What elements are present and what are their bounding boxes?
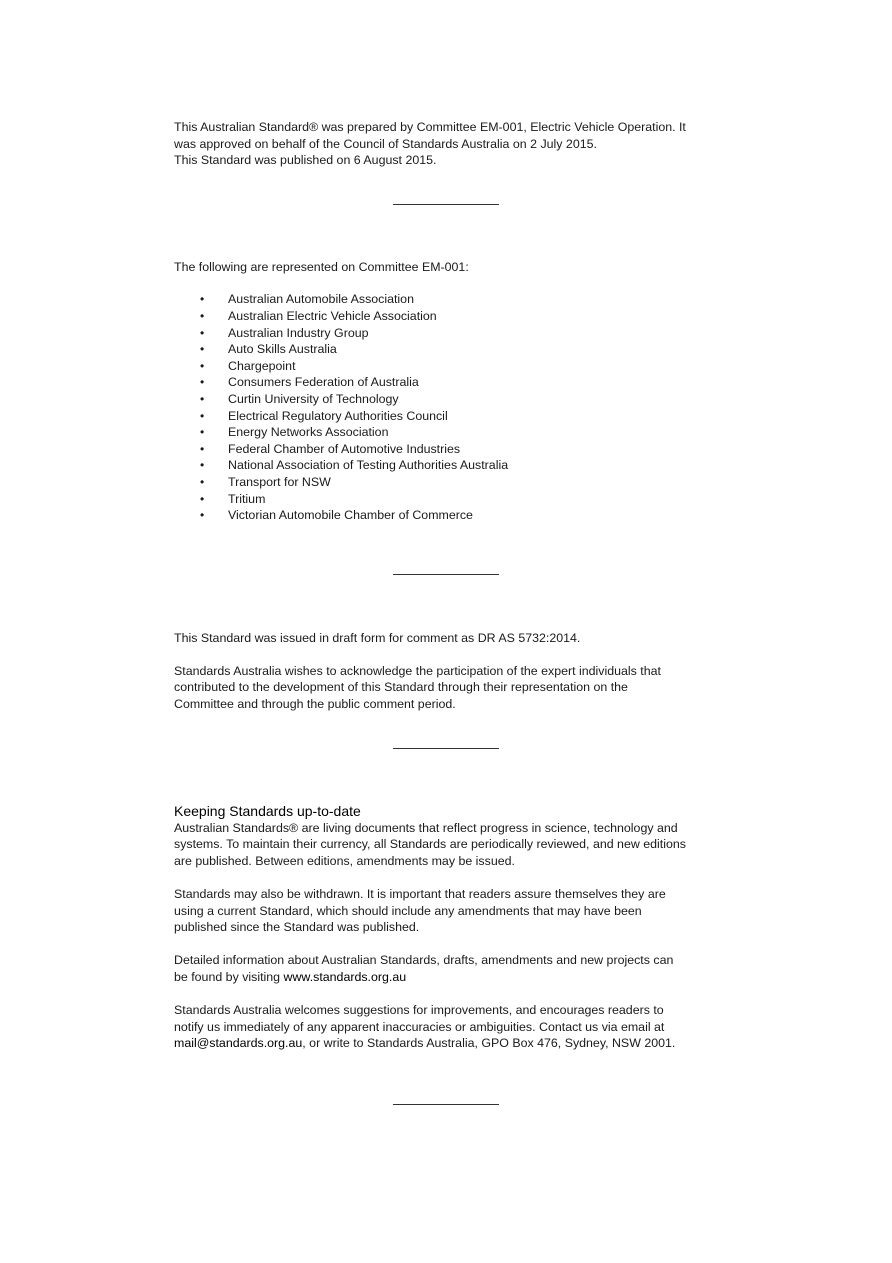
prepared-line-2: was approved on behalf of the Council of Standards Australia on 2 July 2015. [174, 136, 597, 151]
committee-member-list [174, 291, 734, 523]
suggestions-line-2: notify us immediately of any apparent inaccuracies or ambiguities. Contact us via email at [174, 1019, 665, 1034]
list-item: • National Association of Testing Authorities Australia [200, 458, 509, 473]
divider-rule [393, 574, 499, 575]
withdrawn-line-2: using a current Standard, which should include any amendments that may have been [174, 903, 642, 918]
bullet-icon: • [200, 408, 205, 423]
list-item: • Curtin University of Technology [200, 391, 399, 406]
living-documents-line-2: systems. To maintain their currency, all Standards are periodically reviewed, and new editions [174, 837, 686, 852]
bullet-icon: • [200, 425, 205, 440]
acknowledgement-line-3: Committee and through the public comment period. [174, 697, 456, 712]
list-item: • Transport for NSW [200, 474, 331, 489]
withdrawn-line-1: Standards may also be withdrawn. It is important that readers assure themselves they are [174, 887, 666, 902]
list-item: • Consumers Federation of Australia [200, 375, 419, 390]
living-documents-line-3: are published. Between editions, amendments may be issued. [174, 853, 515, 868]
prepared-line-1: This Australian Standard® was prepared by Committee EM-001, Electric Vehicle Operation. It [174, 120, 686, 134]
divider-rule [393, 204, 499, 205]
withdrawn-line-3: published since the Standard was published. [174, 920, 420, 935]
bullet-icon: • [200, 491, 205, 506]
bullet-icon: • [200, 474, 205, 489]
suggestions-line-3: mail@standards.org.au, or write to Standards Australia, GPO Box 476, Sydney, NSW 2001. [174, 1036, 676, 1051]
list-item: • Federal Chamber of Automotive Industries [200, 441, 461, 456]
living-documents-line-1: Australian Standards® are living documents that reflect progress in science, technology and [174, 820, 678, 835]
list-item: • Chargepoint [200, 358, 296, 373]
detailed-info-line-2: be found by visiting www.standards.org.au [174, 970, 407, 984]
committee-section [174, 259, 734, 524]
acknowledgement-line-2: contributed to the development of this Standard through their representation on the [174, 680, 628, 695]
standards-website-link[interactable]: www.standards.org.au [283, 970, 407, 984]
section-heading: Keeping Standards up-to-date [174, 802, 361, 819]
bullet-icon: • [200, 508, 205, 523]
committee-intro: The following are represented on Committee EM-001: [174, 259, 469, 274]
up-to-date-section [174, 803, 734, 1052]
email-link[interactable]: mail@standards.org.au [174, 1036, 303, 1051]
bullet-icon: • [200, 342, 205, 357]
draft-issued-text: This Standard was issued in draft form for comment as DR AS 5732:2014. [174, 630, 581, 645]
list-item: • Energy Networks Association [200, 425, 389, 440]
list-item: • Australian Industry Group [200, 325, 369, 340]
bullet-icon: • [200, 441, 205, 456]
list-item: • Australian Electric Vehicle Association [200, 308, 437, 323]
list-item: • Auto Skills Australia [200, 342, 337, 357]
acknowledgement-line-1: Standards Australia wishes to acknowledge the participation of the expert individuals that [174, 663, 661, 678]
bullet-icon: • [200, 391, 205, 406]
detailed-info-line-1: Detailed information about Australian Standards, drafts, amendments and new projects can [174, 953, 674, 968]
bullet-icon: • [200, 375, 205, 390]
divider-rule [393, 748, 499, 749]
bullet-icon: • [200, 358, 205, 373]
divider-rule [393, 1104, 499, 1105]
bullet-icon: • [200, 458, 205, 473]
prepared-section [174, 119, 734, 169]
list-item: • Victorian Automobile Chamber of Commerce [200, 508, 473, 523]
document-page [174, 119, 734, 1105]
bullet-icon: • [200, 292, 205, 307]
suggestions-line-1: Standards Australia welcomes suggestions for improvements, and encourages readers to [174, 1003, 664, 1018]
bullet-icon: • [200, 325, 205, 340]
list-item: • Tritium [200, 491, 266, 506]
draft-section [174, 630, 734, 713]
list-item: • Australian Automobile Association [200, 292, 414, 307]
bullet-icon: • [200, 308, 205, 323]
list-item: • Electrical Regulatory Authorities Council [200, 408, 448, 423]
published-line: This Standard was published on 6 August 2015. [174, 153, 437, 168]
